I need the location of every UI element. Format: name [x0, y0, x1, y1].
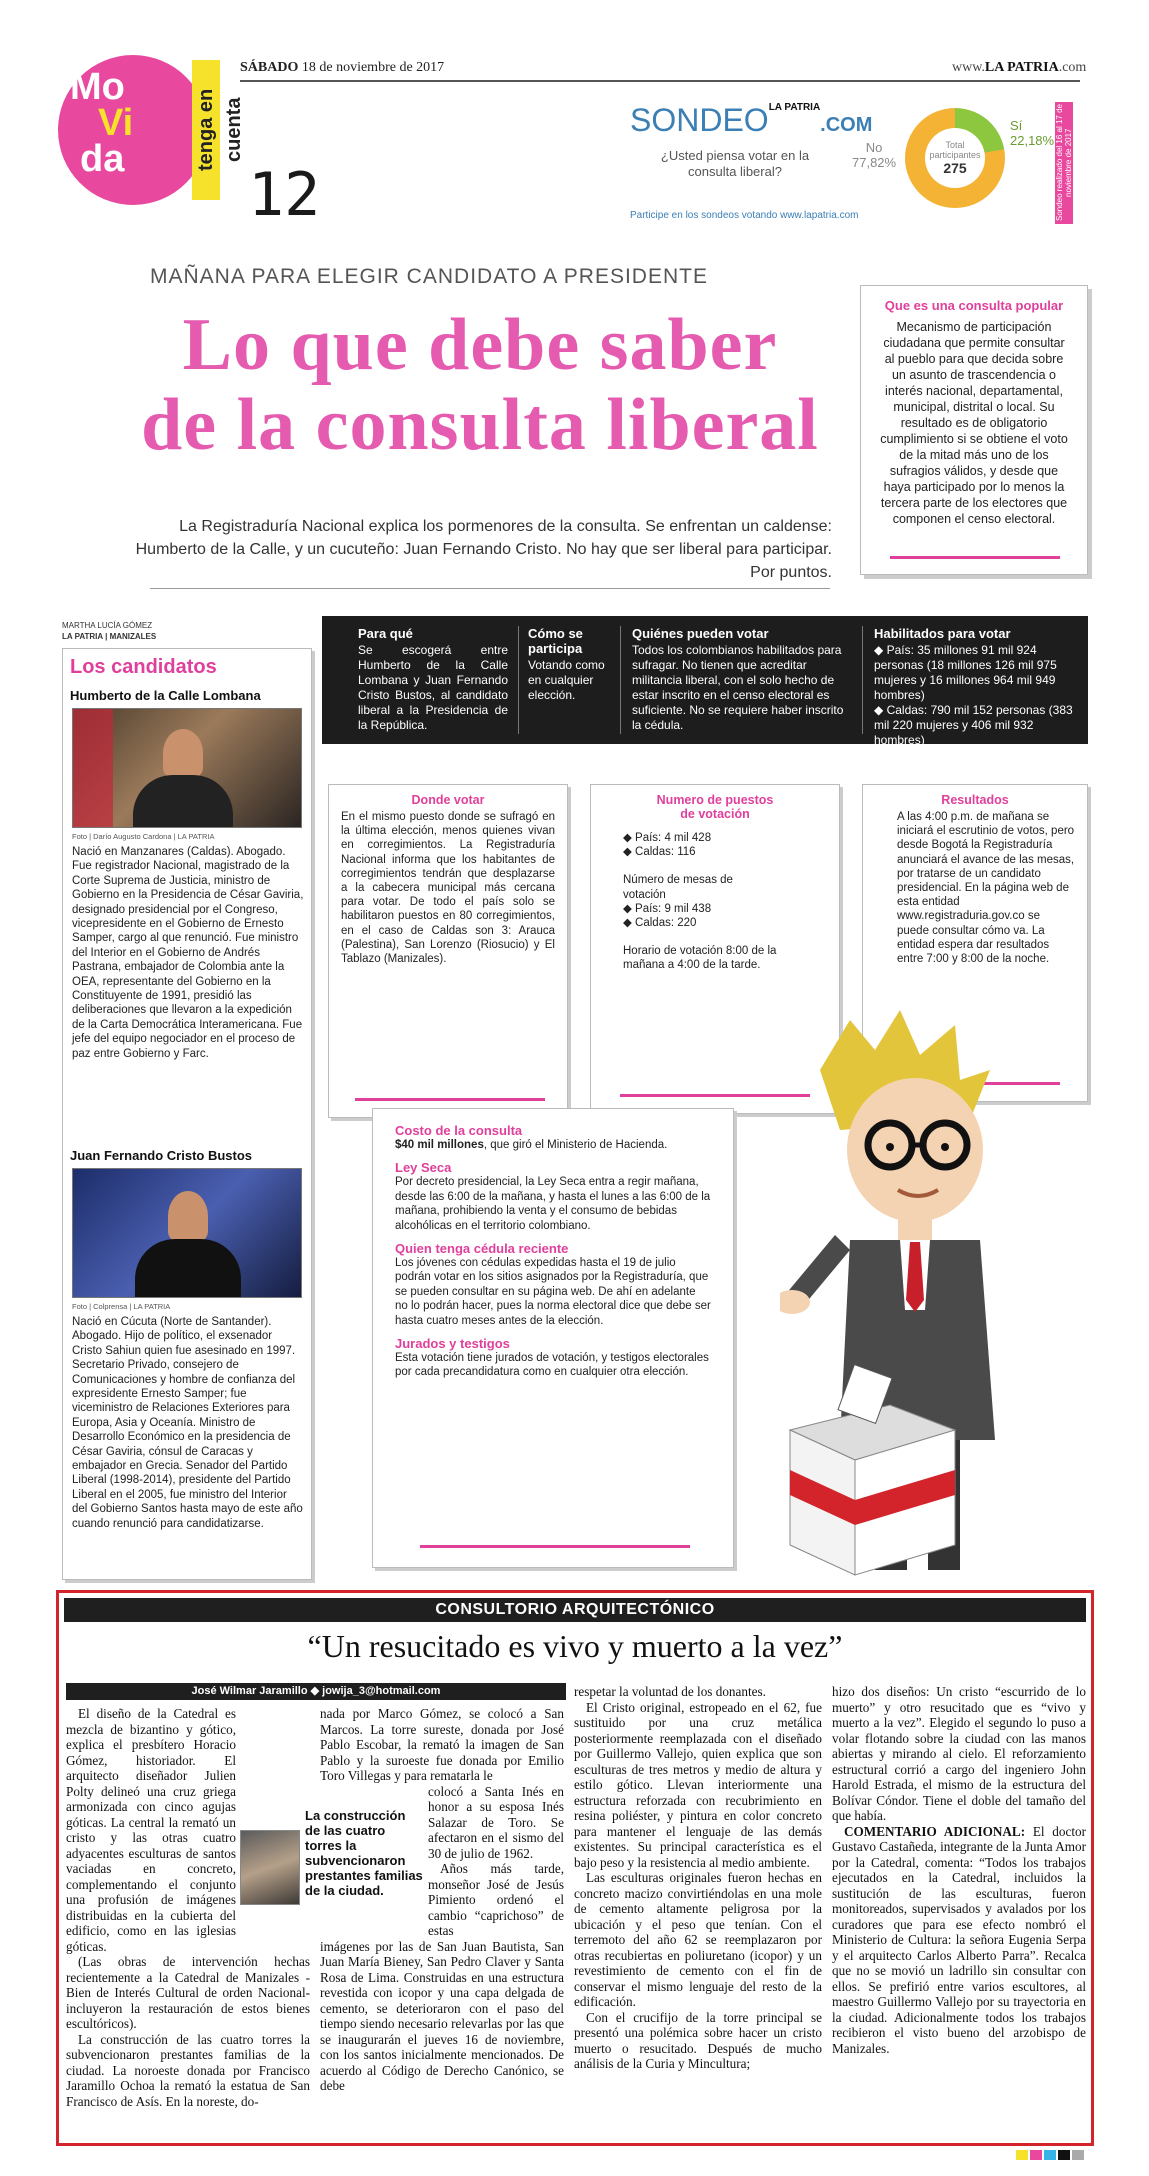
col1-para-3: La construcción de las cuatro torres la subvencionaron prestantes familias de la ciudad. La noroeste donada por Francisco Jaramillo Ochoa la remató la estatua de San Francisco de Asís. En la noreste, do-: [66, 2031, 310, 2109]
consultorio-bar: CONSULTORIO ARQUITECTÓNICO: [64, 1598, 1086, 1622]
sondeo-word: SONDEO: [630, 102, 769, 138]
consultorio-col-3: [574, 1684, 822, 2072]
costo-p1: [395, 1138, 711, 1152]
total-value: 275: [943, 160, 967, 176]
site-prefix: www.: [952, 60, 985, 75]
candidate-2-bio: Nació en Cúcuta (Norte de Santander). Abogado. Hijo de político, el exsenador Cristo Sahiun quien fue asesinado en 1997. Secretario Privado, consejero de Comunicaciones y hombre de confianza del expresidente Ernesto Samper; fue viceministro de Relaciones Exteriores para Europa, Asia y Oceanía. Ministro de Desarrollo Económico en la presidencia de César Gaviria, cónsul de Caracas y embajador en Grecia. Senador del Partido Liberal (1998-2014), presidente del Partido Liberal en el 2005, fue ministro del Interior del Gobierno Santos hasta mayo de este año cuando renunció para candidatizarse.: [72, 1316, 303, 1530]
no-label-text: No: [865, 140, 883, 155]
movida-logo: [58, 55, 208, 205]
site-url[interactable]: [952, 60, 1086, 76]
consultorio-col-4: [832, 1684, 1086, 2056]
col2-para-b: colocó a Santa Inés en honor a su esposa Inés Salazar de Toro. Se afectaron en el sismo del 30 de julio de 1962.: [428, 1783, 564, 1861]
que-es-title: Que es una consulta popular: [884, 298, 1064, 313]
band-como-text: Votando como en cualquier elección.: [528, 658, 605, 702]
sondeo-brand-suffix: .COM: [820, 114, 873, 136]
logo-band: tenga en cuenta: [192, 60, 220, 200]
kicker: MAÑANA PARA ELEGIR CANDIDATO A PRESIDENTE: [150, 265, 708, 288]
candidate-1-bio: Nació en Manzanares (Caldas). Abogado. Fue registrador Nacional, magistrado de la Corte Suprema de Justicia, ministro de Gobierno en la Presidencia de César Gaviria, designado presidencial por el Congreso, vicepresidente en el Gobierno de Ernesto Samper, cargo al que renunció. Fue ministro del Interior en el Gobierno de Andrés Pastrana, embajador de Colombia ante la OEA, representante del Gobierno en la Constituyente de 1991, presidió las deliberaciones que llevaron a la expedición de la Carta Democrática Interamericana. Fue jefe del equipo negociador en el proceso de paz entre Gobierno y Farc.: [72, 846, 304, 1060]
sondeo-brand: LA PATRIA: [768, 102, 821, 113]
sondeo-title: [630, 102, 872, 139]
title-rule: [150, 588, 830, 589]
band-quienes-title: Quiénes pueden votar: [632, 626, 769, 641]
costo-p1-rest: , que giró el Ministerio de Hacienda.: [483, 1139, 668, 1151]
num-mesas-caldas: ◆ Caldas: 220: [623, 917, 697, 930]
que-es-body: Mecanismo de participación ciudadana que permite consultar al pueblo para que decida sobre un asunto de trascendencia o interés nacional, departamental, municipal, distrital o local. Su resultado es de obligatorio cumplimiento si se obtiene el voto de la mitad más uno de los sufragios válidos, y desde que haya participado por lo menos la tercera parte de los electores que componen el censo electoral.: [880, 320, 1068, 526]
band-habilitados: [874, 626, 1079, 748]
page-number: 12: [248, 160, 321, 230]
pull-quote: La construcción de las cuatro torres la subvencionaron prestantes familias de la ciudad.: [305, 1808, 423, 1898]
col4-para-2-text: El doctor Gustavo Castañeda, integrante de la Junta Amor por la Catedral, comenta: “Todos los trabajos ejecutados en la Catedral, incluidos la sustitución de las esculturas, fueron monitoreados, supervisados y avalados por los curadores que para ese efecto nombró el Ministerio de Cultura: la señora Eugenia Serpa y el arquitecto Carlos Alberto Parra”. Recalca que no se movió un ladrillo sin consultar con ellos. Se prefirió entre varios escultores, al maestro Guillermo Vallejo por su trayectoria en la ciudad. Adicionalmente todos los trabajos recibieron el visto bueno del arzobispo de Manizales.: [832, 1823, 1086, 2056]
total-label: Total participantes: [929, 140, 981, 160]
col3-para-2: El Cristo original, estropeado en el 62, fue sustituido por una cruz metálica posteriormente reemplazada con el diseñado por Guillermo Vallejo, quien explica que son esculturas de tres metros y medio de altura y estilo gótico. Llevan interiormente una estructura reforzada con recubrimiento en resina poliéster, y pintura en color concreto para mantener el lenguaje de las demás existentes. Su principal característica es el bajo peso y la resistencia al medio ambiente.: [574, 1699, 822, 1870]
consultorio-col-2: [320, 1706, 564, 2094]
col1-para-1: El diseño de la Catedral es mezcla de bizantino y gótico, explica el presbítero Horacio Gómez, historiador. El arquitecto diseñador Julien Polty delineó una cruz griega armonizada con cinco agujas góticas. La central la remató un cristo y las otras cuatro adyacentes esculturas de santos vaciadas en concreto, complementando el conjunto una profusión de imágenes distribuidas en la cubierta del edificio, como en las iglesias góticas.: [66, 1706, 236, 1954]
costo-h2: Ley Seca: [395, 1160, 452, 1176]
consultorio-byline: José Wilmar Jaramillo ◆ jowija_3@hotmail.com: [66, 1683, 566, 1700]
col3-para-4: Con el crucifijo de la torre principal se presentó una polémica sobre hacer un cristo muerto o resucitado. Después de mucho análisis de la Curia y Mincultura;: [574, 2009, 822, 2071]
site-suffix: .com: [1058, 60, 1087, 75]
band-para-que-text: Se escogerá entre Humberto de la Calle Lombana y Juan Fernando Cristo Bustos, al candidato liberal a la Presidencia de la República.: [358, 643, 508, 732]
card-donde-body: En el mismo puesto donde se sufragó en la última elección, menos quienes vivan en corregimientos. La Registraduría Nacional informa que los habitantes de corregimientos tendrán que desplazarse a la cabecera municipal más cercana para votar. De todo el país solo se habilitaron puestos en 80 corregimientos, en el caso de Caldas son 3: Arauca (Palestina), San Lorenzo (Riosucio) y El Tablazo (Manizales).: [341, 811, 555, 966]
costo-h4: Jurados y testigos: [395, 1336, 510, 1352]
date-rest: 18 de noviembre de 2017: [301, 60, 445, 75]
card-donde-title: Donde votar: [411, 793, 485, 807]
candidate-2-credit: Foto | Colprensa | LA PATRIA: [72, 1302, 171, 1311]
headline-line-1: Lo que debe saber: [182, 304, 778, 386]
costo-p4: Esta votación tiene jurados de votación, y testigos electorales por cada precandidatura como en cualquier otra elección.: [395, 1352, 709, 1379]
sondeo-no-label: [852, 140, 896, 170]
candidate-1-photo: [72, 708, 302, 828]
col3-para-1: respetar la voluntad de los donantes.: [574, 1684, 766, 1699]
col2-para-d: imágenes por las de San Juan Bautista, San Juan María Bieney, San Pedro Claver y Santa Rosa de Lima. Construidas en una estructura revestida con icopor y una capa delgada de cemento, se deterioraron con el paso del tiempo siendo necesario relevarlas por las que se inaugurarán el jueves 16 de noviembre, con los santos inicialmente mencionados. De acuerdo al Código de Derecho Canónico, se debe: [320, 1938, 564, 2093]
logo-text-top: Mo: [70, 66, 125, 108]
card-num-body: [603, 831, 827, 973]
num-mesas-pais: ◆ País: 9 mil 438: [623, 902, 712, 915]
costo-h1: Costo de la consulta: [395, 1123, 523, 1138]
deck: La Registraduría Nacional explica los pormenores de la consulta. Se enfrentan un caldense: Humberto de la Calle, y un cucuteño: Juan Fernando Cristo. No hay que ser liberal para participar. Por puntos.: [135, 518, 832, 581]
no-value: 77,82%: [852, 155, 897, 170]
num-pais: ◆ País: 4 mil 428: [623, 832, 712, 844]
pie-total: [925, 128, 985, 188]
card-costo-bar: [420, 1545, 690, 1548]
col4-para-1: hizo dos diseños: Un cristo “escurrido de lo muerto” y otro resucitado que es “vivo y muerto a la vez”. Elegido el segundo lo puso a volar flotando sobre la ciudad con las manos abiertas y mirando al cielo. El reforzamiento estructural corrió a cargo del ingeniero John Harold Estrada, el mismo de la estructura del Bolívar Cóndor. Tiene el doble del tamaño del que había.: [832, 1684, 1086, 1823]
num-caldas: ◆ Caldas: 116: [623, 846, 696, 859]
candidate-2-photo: [72, 1168, 302, 1298]
que-es-box: [860, 285, 1088, 575]
col2-para-a: nada por Marco Gómez, se colocó a San Marcos. La torre sureste, donada por José Pablo Escobar, la remató la imagen de San Pablo y la suroeste fue donada por Emilio Toro Villegas y para rematarla le: [320, 1706, 564, 1783]
card-res-title: Resultados: [941, 793, 1009, 807]
card-num-title: Numero de puestos de votación: [656, 793, 774, 821]
consultorio-col-1: [66, 1706, 310, 2109]
col2-para-c: Años más tarde, monseñor José de Jesús Pimiento ordenó el cambio “caprichoso” de estas: [428, 1861, 564, 1938]
card-costo-consulta: [372, 1108, 734, 1568]
voter-illustration: [780, 1010, 1080, 1580]
costo-p3: Los jóvenes con cédulas expedidas hasta el 19 de julio podrán votar en los sitios asignados por la Registraduría, que se pueden consultar en su página web. De ahí en adelante no lo podrán hacer, pues la norma electoral dice que debe ser hasta cuatro meses antes de la elección.: [395, 1257, 711, 1327]
consultorio-title: “Un resucitado es vivo y muerto a la vez”: [307, 1628, 843, 1664]
headline: [95, 305, 865, 465]
info-band: [322, 616, 1088, 747]
author-name: MARTHA LUCÍA GÓMEZ: [62, 621, 153, 630]
sondeo-si-label: [1010, 118, 1054, 148]
col1-para-2: (Las obras de intervención hechas recientemente a la Catedral de Manizales -Bien de Interés Cultural de orden Nacional- incluyeron la restauración de estos bienes escultóricos).: [66, 1954, 310, 2031]
header-rule: [240, 80, 1080, 82]
costo-p2: Por decreto presidencial, la Ley Seca entra a regir mañana, desde las 6:00 de la mañana, y hasta el lunes a las 6:00 de la mañana, prohibiendo la venta y el consumo de bebidas alcohólicas en el territorio colombiano.: [395, 1176, 711, 1232]
band-habilitados-caldas: ◆ Caldas: 790 mil 152 personas (383 mil 220 mujeres y 406 mil 932 hombres): [874, 703, 1073, 747]
col4-heading: COMENTARIO ADICIONAL:: [844, 1823, 1026, 1839]
candidate-1-credit: Foto | Darío Augusto Cardona | LA PATRIA: [72, 832, 215, 841]
candidate-2-name: Juan Fernando Cristo Bustos: [70, 1148, 253, 1163]
logo-text-mid: Vi: [98, 102, 134, 144]
candidatos-heading: Los candidatos: [70, 656, 217, 678]
costo-p1-amount: $40 mil millones: [395, 1139, 484, 1151]
sondeo-side-tab: Sondeo realizado del 16 al 17 de noviembre de 2017: [1055, 102, 1073, 224]
si-value: 22,18%: [1010, 133, 1055, 148]
band-para-que-title: Para qué: [358, 626, 413, 641]
num-horario: Horario de votación 8:00 de la mañana a 4:00 de la tarde.: [623, 945, 777, 972]
num-mesas-label: Número de mesas de votación: [623, 874, 733, 901]
band-habilitados-title: Habilitados para votar: [874, 626, 1011, 641]
candidate-1-name: Humberto de la Calle Lombana: [70, 688, 261, 703]
col4-para-2: [832, 1824, 1086, 2057]
author-photo: [240, 1830, 300, 1905]
si-label-text: Sí: [1010, 118, 1023, 133]
card-donde-votar: [328, 784, 568, 1118]
date-line: [240, 60, 444, 76]
headline-line-2: de la consulta liberal: [141, 384, 819, 466]
author: [62, 620, 156, 642]
card-donde-bar: [355, 1098, 545, 1101]
band-habilitados-pais: ◆ País: 35 millones 91 mil 924 personas (18 millones 126 mil 975 mujeres y 16 millones 964 mil 949 hombres): [874, 643, 1057, 702]
band-quienes: [632, 626, 852, 733]
band-como-title: Cómo se participa: [528, 626, 583, 656]
sondeo-footer: Participe en los sondeos votando www.lapatria.com: [630, 210, 859, 221]
band-para-que: [358, 626, 508, 733]
print-color-strip: [56, 2150, 1094, 2160]
date-day: SÁBADO: [240, 60, 299, 75]
que-es-accent-bar: [890, 556, 1060, 559]
sondeo-question: ¿Usted piensa votar en la consulta liberal?: [660, 148, 810, 179]
costo-h3: Quien tenga cédula reciente: [395, 1241, 569, 1257]
author-outlet: LA PATRIA | MANIZALES: [62, 632, 157, 641]
card-res-body: A las 4:00 p.m. de mañana se iniciará el escrutinio de votos, pero desde Bogotá la Registraduría anunciará el avance de las mesas, por tratarse de un candidato presidencial. En la página web de esta entidad www.registraduria.gov.co se puede consultar cómo va. La entidad espera dar resultados entre 7:00 y 8:00 de la noche.: [897, 811, 1075, 966]
site-name: LA PATRIA: [984, 60, 1059, 75]
band-quienes-text: Todos los colombianos habilitados para sufragar. No tienen que acreditar militancia liberal, con el solo hecho de estar inscrito en el censo electoral es suficiente. No se requiere haber inscrito la cédula.: [632, 643, 844, 732]
band-como: [528, 626, 610, 703]
col3-para-3: Las esculturas originales fueron hechas en concreto macizo convirtiéndolas en una mole de cemento altamente peligrosa por la ubicación y el peso que tenían. Con el terremoto del año 62 se reemplazaron por otras recubiertas en poliuretano (icopor) y un revestimiento de cemento con el fin de conservar el mismo lenguaje del resto de la edificación.: [574, 1870, 822, 2009]
logo-text-bottom: da: [80, 138, 125, 180]
